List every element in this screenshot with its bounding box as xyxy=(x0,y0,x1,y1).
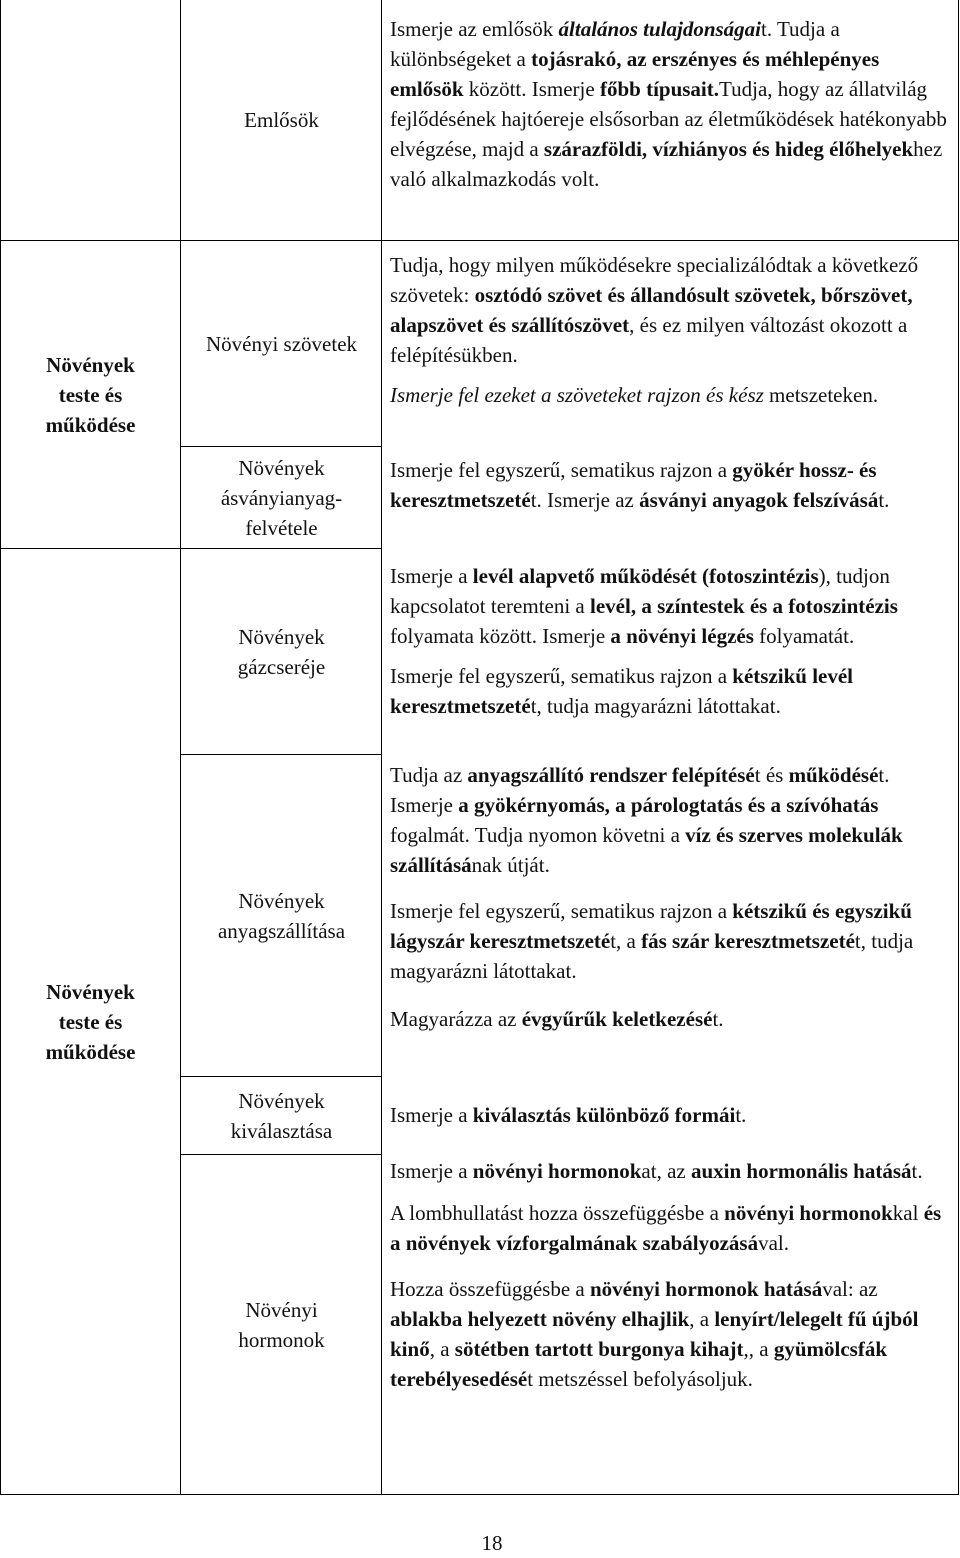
topic-szovetek-text: Növényi szövetek xyxy=(205,331,358,356)
req-emlosok-text: Ismerje az emlősök általános tulajdonságait. Tudja a különbségeket a tojásrakó, az erszényes és méhlepényes emlősök között. Ismerje főbb típusait.Tudja, hogy az állatvilág fejlődésének hajtóereje elsősorban az életműködések hatékonyabb elvégzése, majd a szárazföldi, vízhiányos és hideg élőhelyekhez való alkalmazkodás volt. xyxy=(390,17,947,191)
req-anyag-text-1: Tudja az anyagszállító rendszer felépítését és működését. Ismerje a gyökérnyomás, a párologtatás és a szívóhatás fogalmát. Tudja nyomon követni a víz és szerves molekulák szállításának útját. xyxy=(390,763,903,877)
req-hormon-text-3: Hozza összefüggésbe a növényi hormonok hatásával: az ablakba helyezett növény elhajlik, a lenyírt/lelegelt fű újból kinő, a sötétben tartott burgonya kihajt,, a gyümölcsfák terebélyesedését metszéssel befolyásoljuk. xyxy=(390,1277,919,1391)
req-anyag-text-3: Magyarázza az évgyűrűk keletkezését. xyxy=(390,1007,724,1031)
req-emlosok xyxy=(390,14,954,226)
req-gazcsere-text-2: Ismerje fel egyszerű, sematikus rajzon a kétszikű levél keresztmetszetét, tudja magyarázni látottakat. xyxy=(390,664,854,718)
req-szovetek xyxy=(390,250,954,444)
topic-kivalasztas-text: Növények kiválasztása xyxy=(230,1088,333,1143)
main-topic-2 xyxy=(1,549,180,1494)
page-number: 18 xyxy=(481,1531,503,1555)
req-hormon-text-2: A lombhullatást hozza összefüggésbe a növényi hormonokkal és a növények vízforgalmának szabályozásával. xyxy=(390,1201,942,1255)
topic-gazcsere xyxy=(182,549,381,754)
topic-anyagszallitas xyxy=(182,755,381,1076)
topic-asvanyi xyxy=(182,447,381,548)
req-szovetek-text-1: Tudja, hogy milyen működésekre specializálódtak a következő szövetek: osztódó szövet és állandósult szövetek, bőrszövet, alapszövet és szállítószövet, és ez milyen változást okozott a felépítésükben. xyxy=(390,253,919,367)
topic-asvanyi-text: Növények ásványianyag- felvétele xyxy=(220,455,343,540)
req-gazcsere-text-1: Ismerje a levél alapvető működését (fotoszintézis), tudjon kapcsolatot teremteni a levél, a színtestek és a fotoszintézis folyamata között. Ismerje a növényi légzés folyamatát. xyxy=(390,564,898,648)
topic-gazcsere-text: Növények gázcseréje xyxy=(237,624,326,679)
topic-emlosok-text: Emlősök xyxy=(244,108,319,132)
req-asvanyi xyxy=(390,455,954,545)
main-topic-1 xyxy=(1,241,180,548)
main-topic-1-text: Növények teste és működése xyxy=(45,352,136,437)
main-topic-2-text: Növények teste és működése xyxy=(45,979,136,1064)
topic-anyagszallitas-text: Növények anyagszállítása xyxy=(217,888,346,943)
topic-kivalasztas xyxy=(182,1077,381,1154)
req-hormonok xyxy=(390,1156,954,1492)
topic-hormonok xyxy=(182,1155,381,1494)
req-anyag-text-2: Ismerje fel egyszerű, sematikus rajzon a kétszikű és egyszikű lágyszár keresztmetszetét, a fás szár keresztmetszetét, tudja magyarázni látottakat. xyxy=(390,899,914,983)
req-hormon-text-1: Ismerje a növényi hormonokat, az auxin hormonális hatását. xyxy=(390,1159,923,1183)
req-kivalasztas-text: Ismerje a kiválasztás különböző formáit. xyxy=(390,1103,747,1127)
req-kivalasztas xyxy=(390,1100,954,1140)
req-anyagszallitas xyxy=(390,760,954,1076)
req-szovetek-text-2: Ismerje fel ezeket a szöveteket rajzon és kész metszeteken. xyxy=(390,383,879,407)
req-gazcsere xyxy=(390,561,954,753)
topic-szovetek xyxy=(182,241,381,446)
topic-emlosok xyxy=(182,0,381,240)
topic-hormonok-text: Növényi hormonok xyxy=(238,1297,325,1352)
req-asvanyi-text: Ismerje fel egyszerű, sematikus rajzon a gyökér hossz- és keresztmetszetét. Ismerje az ásványi anyagok felszívását. xyxy=(390,458,890,512)
